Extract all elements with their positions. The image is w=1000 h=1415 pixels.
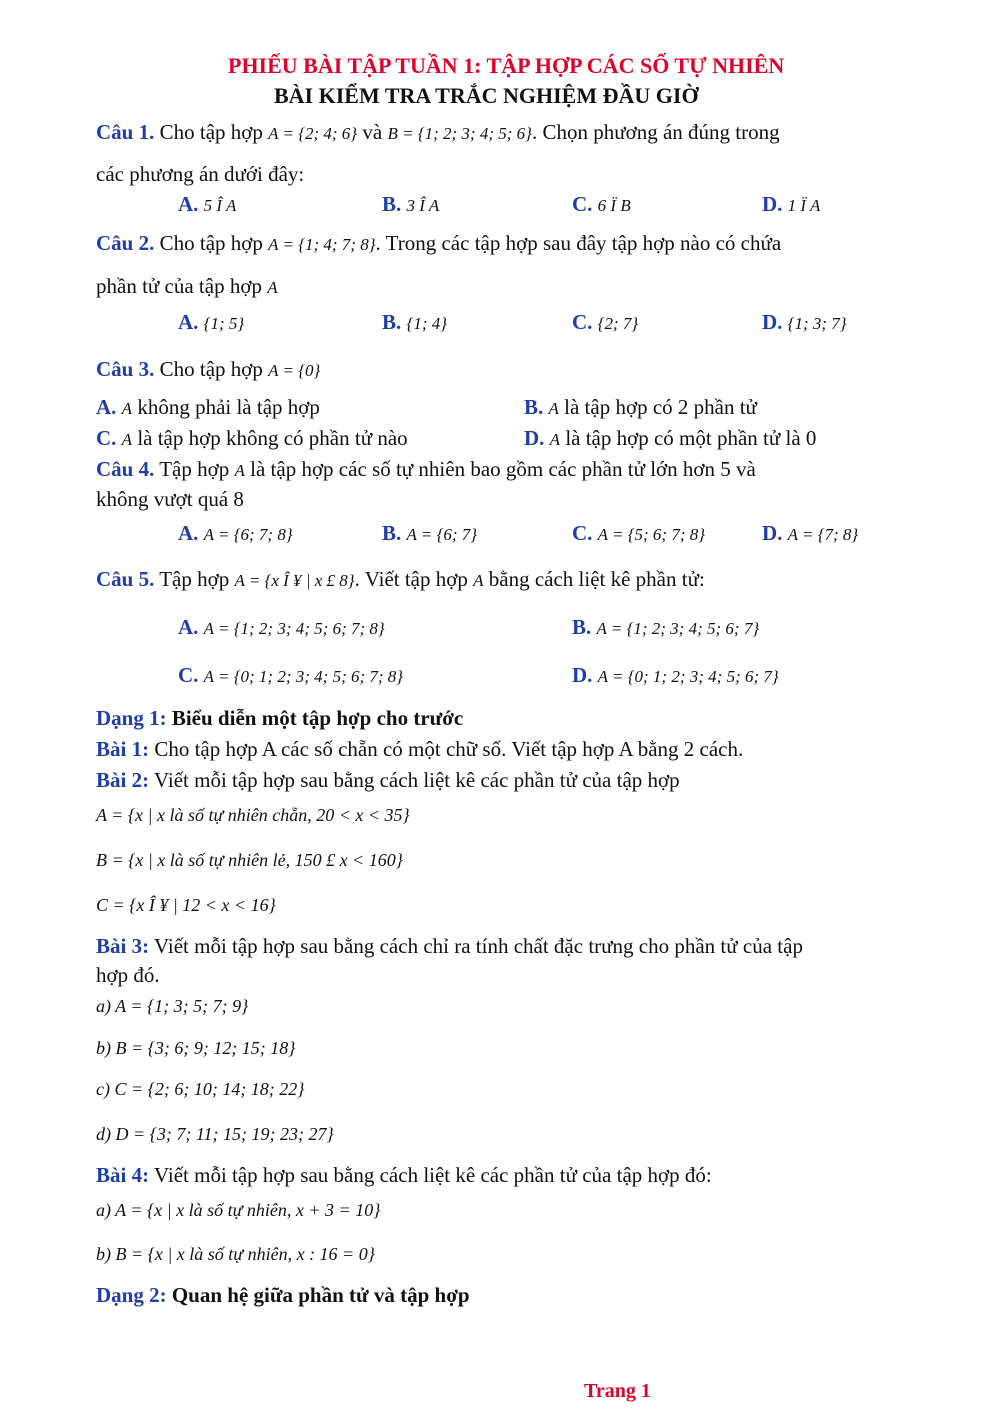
question-text: Cho tập hợp xyxy=(159,357,263,381)
question-2 xyxy=(96,229,781,259)
option-label: D. xyxy=(762,310,783,334)
set-expression: C = {x Î ¥ | 12 < x < 16} xyxy=(96,895,276,915)
option-label: C. xyxy=(572,310,593,334)
q4-option-d[interactable] xyxy=(762,519,858,549)
set-expression: d) D = {3; 7; 11; 15; 19; 23; 27} xyxy=(96,1124,334,1144)
set-expression: b) B = {3; 6; 9; 12; 15; 18} xyxy=(96,1038,296,1058)
q4-option-b[interactable] xyxy=(382,519,477,549)
question-1 xyxy=(96,118,780,148)
option-value: 6 Ï B xyxy=(597,196,631,215)
q1-option-a[interactable] xyxy=(178,190,236,220)
option-label: D. xyxy=(762,192,783,216)
set-variable: A xyxy=(267,278,278,297)
exercise-text: Viết mỗi tập hợp sau bằng cách chỉ ra tính chất đặc trưng cho phần tử của tập xyxy=(153,934,803,958)
question-text: Tập hợp xyxy=(159,567,230,591)
q1-option-b[interactable] xyxy=(382,190,439,220)
option-label: D. xyxy=(762,521,783,545)
question-text: các phương án dưới đây: xyxy=(96,162,305,186)
question-text: là tập hợp các số tự nhiên bao gồm các phần tử lớn hơn 5 và xyxy=(250,457,756,481)
question-label: Câu 2. xyxy=(96,231,155,255)
set-variable: A xyxy=(234,461,245,480)
q3-option-a[interactable] xyxy=(96,393,320,423)
section-title: Biểu diễn một tập hợp cho trước xyxy=(171,706,464,730)
option-label: B. xyxy=(524,395,544,419)
option-value: 3 Î A xyxy=(406,196,440,215)
q2-option-d[interactable] xyxy=(762,308,847,338)
question-text: và xyxy=(362,120,383,144)
q5-option-d[interactable] xyxy=(572,661,779,691)
option-label: A. xyxy=(178,521,199,545)
set-variable: A xyxy=(548,399,559,418)
page-number: Trang 1 xyxy=(584,1380,651,1402)
option-label: A. xyxy=(178,310,199,334)
option-label: B. xyxy=(382,521,402,545)
option-label: D. xyxy=(524,426,545,450)
set-variable: A xyxy=(121,430,133,449)
option-value: A = {1; 2; 3; 4; 5; 6; 7} xyxy=(596,619,760,638)
q5-option-a[interactable] xyxy=(178,613,385,643)
option-label: B. xyxy=(572,615,592,639)
set-expression: A = {x Î ¥ | x £ 8} xyxy=(234,571,355,590)
option-value: 1 Ï A xyxy=(787,196,821,215)
worksheet-subtitle: BÀI KIỂM TRA TRẮC NGHIỆM ĐẦU GIỜ xyxy=(274,83,699,108)
question-text: Tập hợp xyxy=(159,457,230,481)
question-3 xyxy=(96,355,320,385)
q2-option-c[interactable] xyxy=(572,308,638,338)
option-label: A. xyxy=(178,615,199,639)
question-text: . Trong các tập hợp sau đây tập hợp nào có chứa xyxy=(375,231,782,255)
option-value: A = {6; 7; 8} xyxy=(203,525,293,544)
option-text: là tập hợp không có phần tử nào xyxy=(137,426,408,450)
question-text: Cho tập hợp xyxy=(159,231,263,255)
question-label: Câu 4. xyxy=(96,457,155,481)
set-variable: A xyxy=(121,399,133,418)
section-label: Dạng 1: xyxy=(96,706,167,730)
question-text: . Viết tập hợp xyxy=(354,567,468,591)
q1-option-d[interactable] xyxy=(762,190,820,220)
option-value: A = {5; 6; 7; 8} xyxy=(597,525,706,544)
section-heading-1 xyxy=(96,704,463,732)
option-value: {2; 7} xyxy=(597,314,639,333)
exercise-2 xyxy=(96,766,680,794)
question-label: Câu 3. xyxy=(96,357,155,381)
set-variable: A xyxy=(473,571,484,590)
option-value: {1; 5} xyxy=(203,314,245,333)
question-text: bằng cách liệt kê phần tử: xyxy=(488,567,705,591)
q3-option-b[interactable] xyxy=(524,393,757,423)
option-label: B. xyxy=(382,310,402,334)
q3-option-c[interactable] xyxy=(96,424,408,454)
option-label: A. xyxy=(178,192,199,216)
option-label: A. xyxy=(96,395,117,419)
option-label: D. xyxy=(572,663,593,687)
option-value: A = {1; 2; 3; 4; 5; 6; 7; 8} xyxy=(203,619,385,638)
question-text: . Chọn phương án đúng trong xyxy=(531,120,780,144)
set-expression: A = {x | x là số tự nhiên chẵn, 20 < x < 35} xyxy=(96,805,410,825)
question-5 xyxy=(96,565,705,595)
exercise-text: hợp đó. xyxy=(96,963,160,987)
option-text: không phải là tập hợp xyxy=(137,395,320,419)
question-label: Câu 5. xyxy=(96,567,155,591)
question-label: Câu 1. xyxy=(96,120,155,144)
exercise-1 xyxy=(96,735,743,763)
exercise-label: Bài 3: xyxy=(96,934,150,958)
question-text: Cho tập hợp xyxy=(159,120,263,144)
option-value: A = {0; 1; 2; 3; 4; 5; 6; 7; 8} xyxy=(203,667,404,686)
option-label: C. xyxy=(572,192,593,216)
exercise-text: Viết mỗi tập hợp sau bằng cách liệt kê các phần tử của tập hợp xyxy=(153,768,680,792)
set-expression: c) C = {2; 6; 10; 14; 18; 22} xyxy=(96,1079,305,1099)
q4-option-a[interactable] xyxy=(178,519,293,549)
section-title: Quan hệ giữa phần tử và tập hợp xyxy=(171,1283,470,1307)
option-label: B. xyxy=(382,192,402,216)
set-expression: B = {x | x là số tự nhiên lẻ, 150 £ x < 160} xyxy=(96,850,403,870)
q4-option-c[interactable] xyxy=(572,519,705,549)
exercise-label: Bài 1: xyxy=(96,737,150,761)
set-expression: B = {1; 2; 3; 4; 5; 6} xyxy=(387,124,532,143)
option-value: A = {0; 1; 2; 3; 4; 5; 6; 7} xyxy=(597,667,779,686)
worksheet-title: PHIẾU BÀI TẬP TUẦN 1: TẬP HỢP CÁC SỐ TỰ NHIÊN xyxy=(228,53,785,78)
q3-option-d[interactable] xyxy=(524,424,816,454)
option-label: C. xyxy=(178,663,199,687)
q1-option-c[interactable] xyxy=(572,190,631,220)
exercise-label: Bài 2: xyxy=(96,768,150,792)
question-text xyxy=(96,272,278,302)
set-variable: A xyxy=(549,430,561,449)
section-heading-2 xyxy=(96,1281,470,1309)
option-value: A = {6; 7} xyxy=(406,525,478,544)
option-label: C. xyxy=(96,426,117,450)
question-4 xyxy=(96,455,756,485)
set-expression: a) A = {1; 3; 5; 7; 9} xyxy=(96,996,249,1016)
option-label: C. xyxy=(572,521,593,545)
exercise-4 xyxy=(96,1161,712,1189)
option-value: {1; 3; 7} xyxy=(787,314,847,333)
option-value: 5 Î A xyxy=(203,196,237,215)
question-text: phần tử của tập hợp xyxy=(96,274,262,298)
section-label: Dạng 2: xyxy=(96,1283,167,1307)
q5-option-b[interactable] xyxy=(572,613,759,643)
question-text: không vượt quá 8 xyxy=(96,487,244,511)
set-expression: A = {2; 4; 6} xyxy=(268,124,358,143)
q2-option-b[interactable] xyxy=(382,308,447,338)
set-expression: a) A = {x | x là số tự nhiên, x + 3 = 10} xyxy=(96,1200,381,1220)
q2-option-a[interactable] xyxy=(178,308,244,338)
exercise-text: Cho tập hợp A các số chẵn có một chữ số. Viết tập hợp A bằng 2 cách. xyxy=(154,737,744,761)
exercise-text: Viết mỗi tập hợp sau bằng cách liệt kê các phần tử của tập hợp đó: xyxy=(153,1163,712,1187)
set-expression: b) B = {x | x là số tự nhiên, x : 16 = 0} xyxy=(96,1244,375,1264)
option-text: là tập hợp có 2 phần tử xyxy=(564,395,757,419)
exercise-3 xyxy=(96,932,803,960)
option-value: A = {7; 8} xyxy=(787,525,859,544)
option-value: {1; 4} xyxy=(406,314,448,333)
option-text: là tập hợp có một phần tử là 0 xyxy=(565,426,817,450)
set-expression: A = {1; 4; 7; 8} xyxy=(268,235,376,254)
set-expression: A = {0} xyxy=(268,361,321,380)
exercise-label: Bài 4: xyxy=(96,1163,150,1187)
q5-option-c[interactable] xyxy=(178,661,403,691)
